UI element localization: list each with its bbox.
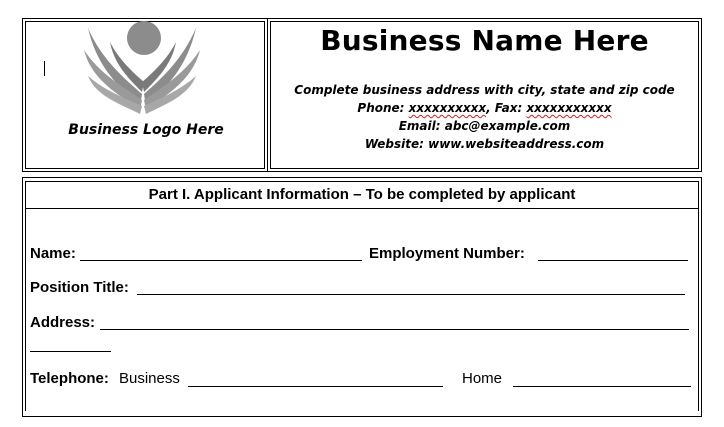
business-email: Email: abc@example.com (398, 119, 571, 133)
position-title-field[interactable] (137, 294, 685, 295)
phone-prefix: Phone: (357, 101, 409, 115)
business-name: Business Name Here (320, 24, 649, 57)
employment-number-field[interactable] (538, 260, 688, 261)
home-phone-label: Home (462, 370, 503, 387)
fax-value: xxxxxxxxxxx (526, 101, 612, 115)
telephone-label: Telephone: (30, 370, 109, 387)
home-phone-field[interactable] (513, 386, 691, 387)
logo-caption: Business Logo Here (68, 122, 224, 138)
fax-prefix: , Fax: (486, 101, 527, 115)
business-address: Complete business address with city, state and zip code (294, 83, 675, 97)
address-field-continuation[interactable] (30, 351, 111, 352)
employment-number-label: Employment Number: (369, 245, 525, 262)
address-label: Address: (30, 314, 96, 331)
name-field[interactable] (80, 260, 362, 261)
business-phone-label: Business (119, 370, 180, 387)
business-website: Website: www.websiteaddress.com (364, 137, 605, 151)
text-cursor (44, 61, 45, 76)
position-title-label: Position Title: (30, 279, 129, 296)
business-phone-field[interactable] (188, 386, 443, 387)
name-label: Name: (30, 245, 76, 262)
section-title: Part I. Applicant Information – To be completed by applicant (25, 181, 699, 209)
business-logo-icon (82, 20, 202, 120)
address-field[interactable] (100, 329, 689, 330)
business-phone-fax (267, 101, 702, 115)
phone-value: xxxxxxxxxx (408, 101, 487, 115)
